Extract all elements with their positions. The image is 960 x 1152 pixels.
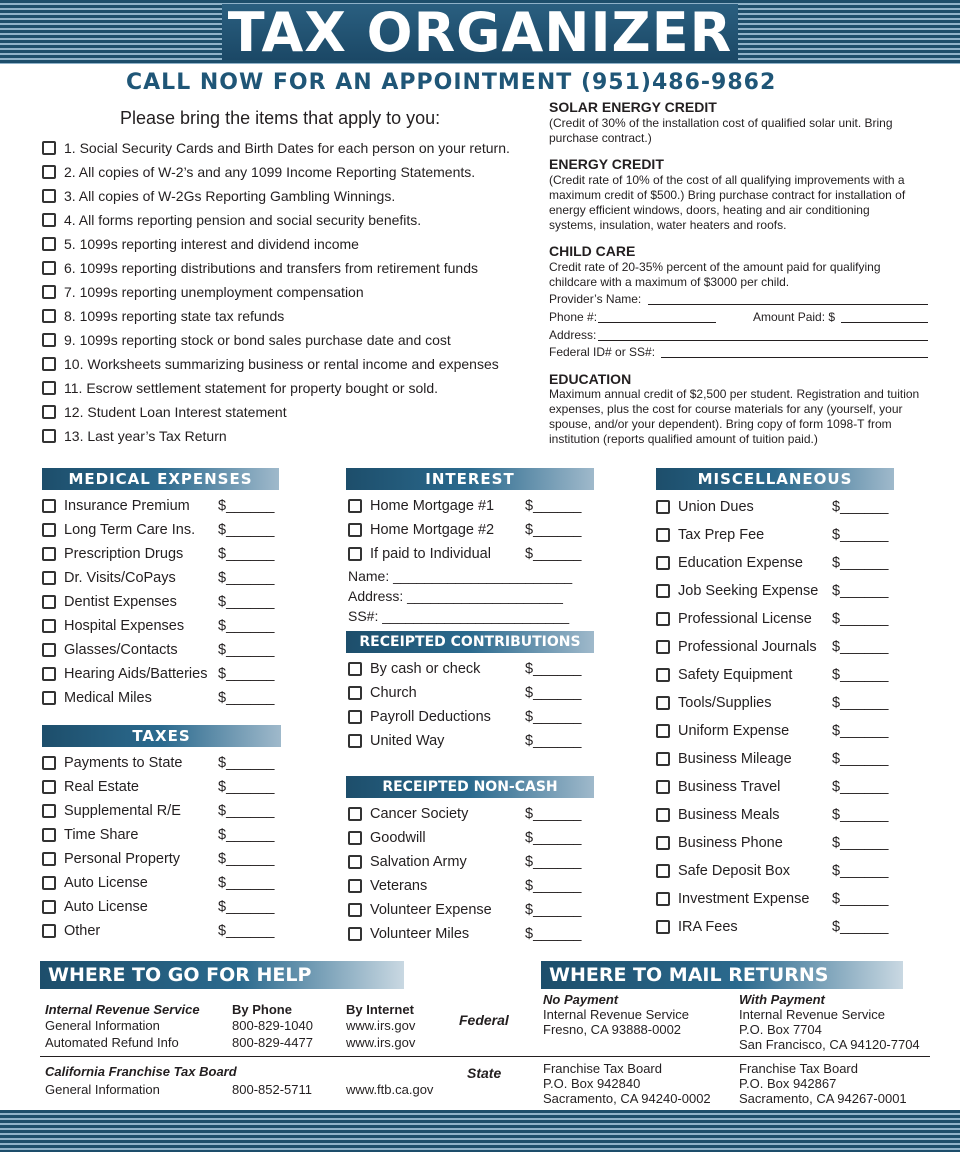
amount-field[interactable]: $______ — [218, 899, 275, 915]
interest-item-label: Home Mortgage #2 — [370, 522, 495, 538]
noncash-item[interactable] — [348, 854, 585, 870]
checkbox[interactable] — [42, 333, 56, 347]
checkbox[interactable] — [42, 876, 56, 890]
by-phone-heading: By Phone — [232, 1002, 292, 1017]
amount-field[interactable]: $______ — [525, 830, 582, 846]
noncash-item[interactable] — [348, 830, 585, 846]
fed-wp-line-3: San Francisco, CA 94120-7704 — [739, 1037, 920, 1052]
amount-field[interactable]: $______ — [832, 499, 889, 515]
no-payment-heading: No Payment — [543, 992, 619, 1007]
amount-field[interactable]: $______ — [218, 522, 275, 538]
checkbox[interactable] — [656, 500, 670, 514]
amount-field[interactable]: $______ — [218, 779, 275, 795]
taxes-item-label: Payments to State — [64, 755, 183, 771]
phone-line[interactable] — [598, 322, 716, 323]
amount-field[interactable]: $______ — [525, 709, 582, 725]
bring-item-label: 6. 1099s reporting distributions and transfers from retirement funds — [64, 260, 478, 276]
misc-item-label: Education Expense — [678, 555, 803, 571]
checkbox[interactable] — [656, 556, 670, 570]
amount-field[interactable]: $______ — [832, 919, 889, 935]
fed-wp-line-2: P.O. Box 7704 — [739, 1022, 822, 1037]
energy-text-3: energy efficient windows, doors, heating and air conditioning — [549, 203, 870, 217]
taxes-item-label: Real Estate — [64, 779, 139, 795]
noncash-item-label: Salvation Army — [370, 854, 467, 870]
education-text-3: spouse, and/or your dependent). Bring copy of form 1098-T from — [549, 417, 892, 431]
taxes-title: TAXES — [42, 725, 281, 747]
checkbox[interactable] — [42, 429, 56, 443]
divider-line — [40, 1056, 930, 1057]
bring-item-label: 11. Escrow settlement statement for property bought or sold. — [64, 380, 439, 396]
amount-field[interactable]: $______ — [832, 527, 889, 543]
address-label: Address: — [549, 328, 597, 342]
misc-item[interactable] — [656, 611, 892, 627]
checkbox[interactable] — [656, 836, 670, 850]
taxes-item[interactable] — [42, 827, 278, 843]
medical-item[interactable] — [42, 498, 278, 514]
amount-field[interactable]: $______ — [218, 666, 275, 682]
medical-item-label: Dr. Visits/CoPays — [64, 570, 176, 586]
phone-label: Phone #: — [549, 310, 598, 324]
checkbox[interactable] — [42, 499, 56, 513]
amount-field[interactable]: $______ — [218, 827, 275, 843]
misc-item[interactable] — [656, 807, 892, 823]
medical-item-label: Dentist Expenses — [64, 594, 177, 610]
checkbox[interactable] — [348, 686, 362, 700]
contributions-title: RECEIPTED CONTRIBUTIONS — [346, 631, 594, 653]
contributions-item-label: Church — [370, 685, 417, 701]
bring-item[interactable] — [42, 356, 499, 372]
bring-item-label: 3. All copies of W-2Gs Reporting Gambling Winnings. — [64, 188, 396, 204]
education-title: EDUCATION — [549, 371, 632, 387]
checkbox[interactable] — [42, 357, 56, 371]
checkbox[interactable] — [42, 237, 56, 251]
amount-field[interactable]: $______ — [832, 583, 889, 599]
medical-item[interactable] — [42, 642, 278, 658]
bring-item-label: 7. 1099s reporting unemployment compensation — [64, 284, 364, 300]
education-text-4: institution (reports qualified amount of tuition paid.) — [549, 432, 818, 446]
medical-item-label: Prescription Drugs — [64, 546, 184, 562]
contributions-item-label: By cash or check — [370, 661, 481, 677]
bring-item-label: 13. Last year’s Tax Return — [64, 428, 227, 444]
misc-item[interactable] — [656, 891, 892, 907]
amount-field[interactable]: $______ — [832, 639, 889, 655]
noncash-item[interactable] — [348, 806, 585, 822]
amount-field[interactable]: $______ — [525, 546, 582, 562]
medical-item[interactable] — [42, 570, 278, 586]
checkbox[interactable] — [42, 165, 56, 179]
energy-title: ENERGY CREDIT — [549, 156, 664, 172]
bring-item-label: 12. Student Loan Interest statement — [64, 404, 287, 420]
checkbox[interactable] — [656, 808, 670, 822]
checkbox[interactable] — [656, 864, 670, 878]
amount-field[interactable]: $______ — [218, 755, 275, 771]
child-text-2: childcare with a maximum of $3000 per child. — [549, 275, 790, 289]
misc-item-label: Uniform Expense — [678, 723, 790, 739]
ca-board-name: California Franchise Tax Board — [45, 1064, 237, 1079]
misc-item[interactable] — [656, 499, 892, 515]
with-payment-heading: With Payment — [739, 992, 825, 1007]
checkbox[interactable] — [348, 807, 362, 821]
amount-field[interactable]: $______ — [832, 555, 889, 571]
misc-item-label: Safety Equipment — [678, 667, 793, 683]
taxes-item-label: Auto License — [64, 899, 148, 915]
checkbox[interactable] — [42, 405, 56, 419]
checkbox[interactable] — [42, 804, 56, 818]
state-label: State — [467, 1065, 502, 1081]
education-text-2: expenses, plus the cost for course materials for any (yourself, your — [549, 402, 903, 416]
interest-item-label: Home Mortgage #1 — [370, 498, 495, 514]
amount-field[interactable]: $______ — [525, 685, 582, 701]
amount-field[interactable]: $______ — [218, 594, 275, 610]
ca-general-info: General Information — [45, 1082, 160, 1097]
amount-field[interactable]: $______ — [218, 851, 275, 867]
checkbox[interactable] — [656, 640, 670, 654]
checkbox[interactable] — [348, 523, 362, 537]
amount-field[interactable]: $______ — [525, 522, 582, 538]
checkbox[interactable] — [656, 528, 670, 542]
checkbox[interactable] — [42, 213, 56, 227]
checkbox[interactable] — [656, 780, 670, 794]
contributions-item[interactable] — [348, 685, 585, 701]
medical-item[interactable] — [42, 666, 278, 682]
medical-item[interactable] — [42, 594, 278, 610]
checkbox[interactable] — [42, 523, 56, 537]
st-np-line-2: P.O. Box 942840 — [543, 1076, 641, 1091]
bring-item-label: 2. All copies of W-2’s and any 1099 Income Reporting Statements. — [64, 164, 476, 180]
checkbox[interactable] — [348, 662, 362, 676]
misc-item-label: Union Dues — [678, 499, 754, 515]
interest-item[interactable] — [348, 498, 585, 514]
amount-field[interactable]: $______ — [218, 923, 275, 939]
irs-web-2[interactable]: www.irs.gov — [346, 1035, 416, 1050]
misc-item-label: Investment Expense — [678, 891, 810, 907]
medical-item-label: Glasses/Contacts — [64, 642, 178, 658]
amount-field[interactable]: $______ — [832, 667, 889, 683]
call-text: CALL NOW FOR AN APPOINTMENT — [126, 70, 573, 95]
ca-phone[interactable]: 800-852-5711 — [232, 1082, 312, 1097]
taxes-item[interactable] — [42, 923, 278, 939]
interest-ss-field[interactable]: SS#: ________________________ — [348, 608, 570, 624]
federal-id-label: Federal ID# or SS#: — [549, 345, 656, 359]
noncash-item-label: Volunteer Expense — [370, 902, 492, 918]
checkbox[interactable] — [42, 261, 56, 275]
amount-field[interactable]: $______ — [832, 723, 889, 739]
checkbox[interactable] — [656, 612, 670, 626]
education-text-1: Maximum annual credit of $2,500 per student. Registration and tuition — [549, 387, 920, 401]
phone-number[interactable]: (951)486-9862 — [580, 70, 777, 95]
bring-item[interactable] — [42, 308, 284, 324]
misc-item[interactable] — [656, 527, 892, 543]
misc-item[interactable] — [656, 835, 892, 851]
auto-refund-info: Automated Refund Info — [45, 1035, 179, 1050]
amount-field[interactable]: $______ — [218, 570, 275, 586]
checkbox[interactable] — [42, 643, 56, 657]
taxes-item[interactable] — [42, 875, 278, 891]
taxes-item-label: Personal Property — [64, 851, 181, 867]
bring-item[interactable] — [42, 404, 287, 420]
misc-item[interactable] — [656, 779, 892, 795]
bring-item-label: 1. Social Security Cards and Birth Dates for each person on your return. — [64, 140, 510, 156]
misc-item[interactable] — [656, 667, 892, 683]
noncash-item-label: Goodwill — [370, 830, 426, 846]
amount-field[interactable]: $______ — [218, 498, 275, 514]
medical-item[interactable] — [42, 522, 278, 538]
solar-text-1: (Credit of 30% of the installation cost of qualified solar unit. Bring — [549, 116, 893, 130]
irs-name: Internal Revenue Service — [45, 1002, 200, 1017]
amount-field[interactable]: $______ — [525, 878, 582, 894]
checkbox[interactable] — [42, 667, 56, 681]
bring-item[interactable] — [42, 428, 227, 444]
checkbox[interactable] — [656, 584, 670, 598]
address-line[interactable] — [598, 340, 928, 341]
medical-item-label: Hospital Expenses — [64, 618, 185, 634]
noncash-item[interactable] — [348, 878, 585, 894]
checkbox[interactable] — [348, 710, 362, 724]
amount-field[interactable]: $______ — [218, 875, 275, 891]
amount-field[interactable]: $______ — [525, 806, 582, 822]
misc-item-label: Professional Journals — [678, 639, 817, 655]
checkbox[interactable] — [42, 619, 56, 633]
amount-field[interactable]: $______ — [525, 854, 582, 870]
contributions-item-label: Payroll Deductions — [370, 709, 491, 725]
misc-item-label: Safe Deposit Box — [678, 863, 791, 879]
st-wp-line-2: P.O. Box 942867 — [739, 1076, 837, 1091]
checkbox[interactable] — [42, 852, 56, 866]
contributions-item[interactable] — [348, 709, 585, 725]
misc-item-label: Business Phone — [678, 835, 783, 851]
taxes-item-label: Auto License — [64, 875, 148, 891]
amount-field[interactable]: $______ — [218, 618, 275, 634]
amount-paid-label: Amount Paid: $ — [753, 310, 836, 324]
bring-item[interactable] — [42, 164, 475, 180]
amount-field[interactable]: $______ — [525, 926, 582, 942]
solar-title: SOLAR ENERGY CREDIT — [549, 99, 717, 115]
child-text-1: Credit rate of 20-35% percent of the amount paid for qualifying — [549, 260, 881, 274]
misc-item-label: Professional License — [678, 611, 812, 627]
misc-title: MISCELLANEOUS — [656, 468, 894, 490]
taxes-item[interactable] — [42, 755, 278, 771]
checkbox[interactable] — [348, 855, 362, 869]
medical-title: MEDICAL EXPENSES — [42, 468, 279, 490]
amount-field[interactable]: $______ — [525, 902, 582, 918]
provider-line[interactable] — [648, 304, 928, 305]
noncash-item[interactable] — [348, 902, 585, 918]
checkbox[interactable] — [656, 920, 670, 934]
bring-item[interactable] — [42, 380, 438, 396]
federal-label: Federal — [459, 1012, 509, 1028]
checkbox[interactable] — [348, 879, 362, 893]
bring-item[interactable] — [42, 260, 478, 276]
taxes-item[interactable] — [42, 851, 278, 867]
bring-item-label: 8. 1099s reporting state tax refunds — [64, 308, 285, 324]
checkbox[interactable] — [42, 691, 56, 705]
misc-item-label: IRA Fees — [678, 919, 738, 935]
checkbox[interactable] — [656, 668, 670, 682]
checkbox[interactable] — [656, 724, 670, 738]
bring-heading: Please bring the items that apply to you: — [120, 108, 441, 128]
misc-item[interactable] — [656, 639, 892, 655]
medical-item[interactable] — [42, 618, 278, 634]
amount-field[interactable]: $______ — [218, 803, 275, 819]
amount-field[interactable]: $______ — [832, 779, 889, 795]
checkbox[interactable] — [42, 571, 56, 585]
misc-item[interactable] — [656, 583, 892, 599]
bring-item[interactable] — [42, 140, 510, 156]
bring-item-label: 4. All forms reporting pension and social security benefits. — [64, 212, 422, 228]
noncash-item-label: Veterans — [370, 878, 428, 894]
bring-item[interactable] — [42, 284, 364, 300]
irs-phone-2[interactable]: 800-829-4477 — [232, 1035, 313, 1050]
page-title: TAX ORGANIZER — [227, 1, 733, 64]
medical-item-label: Hearing Aids/Batteries — [64, 666, 208, 682]
amount-paid-line[interactable] — [841, 322, 928, 323]
misc-item[interactable] — [656, 695, 892, 711]
contributions-item-label: United Way — [370, 733, 445, 749]
noncash-item[interactable] — [348, 926, 585, 942]
interest-name-field[interactable]: Name: _______________________ — [348, 568, 573, 584]
medical-item[interactable] — [42, 690, 278, 706]
misc-item[interactable] — [656, 919, 892, 935]
taxes-item[interactable] — [42, 899, 278, 915]
ca-web[interactable]: www.ftb.ca.gov — [346, 1082, 434, 1097]
amount-field[interactable]: $______ — [218, 642, 275, 658]
bring-item-label: 10. Worksheets summarizing business or rental income and expenses — [64, 356, 499, 372]
checkbox[interactable] — [656, 696, 670, 710]
noncash-title: RECEIPTED NON-CASH — [346, 776, 594, 798]
checkbox[interactable] — [348, 734, 362, 748]
medical-item-label: Medical Miles — [64, 690, 152, 706]
provider-label: Provider’s Name: — [549, 292, 642, 306]
bring-item-label: 9. 1099s reporting stock or bond sales purchase date and cost — [64, 332, 451, 348]
checkbox[interactable] — [42, 900, 56, 914]
misc-item[interactable] — [656, 751, 892, 767]
child-title: CHILD CARE — [549, 243, 636, 259]
amount-field[interactable]: $______ — [832, 891, 889, 907]
energy-text-2: maximum credit of $500.) Bring purchase contract for installation of — [549, 188, 906, 202]
interest-title: INTEREST — [346, 468, 594, 490]
checkbox[interactable] — [348, 903, 362, 917]
checkbox[interactable] — [348, 831, 362, 845]
amount-field[interactable]: $______ — [218, 690, 275, 706]
irs-phone-1[interactable]: 800-829-1040 — [232, 1018, 313, 1033]
interest-address-field[interactable]: Address: ____________________ — [348, 588, 563, 604]
checkbox[interactable] — [42, 189, 56, 203]
fed-np-line-1: Internal Revenue Service — [543, 1007, 689, 1022]
irs-web-1[interactable]: www.irs.gov — [346, 1018, 416, 1033]
checkbox[interactable] — [42, 547, 56, 561]
checkbox[interactable] — [42, 924, 56, 938]
energy-text-4: systems, insulation, water heaters and roofs. — [549, 218, 787, 232]
amount-field[interactable]: $______ — [832, 807, 889, 823]
amount-field[interactable]: $______ — [525, 498, 582, 514]
misc-item-label: Business Mileage — [678, 751, 792, 767]
taxes-item-label: Time Share — [64, 827, 139, 843]
st-np-line-1: Franchise Tax Board — [543, 1061, 662, 1076]
checkbox[interactable] — [42, 780, 56, 794]
amount-field[interactable]: $______ — [218, 546, 275, 562]
amount-field[interactable]: $______ — [525, 661, 582, 677]
misc-item-label: Tools/Supplies — [678, 695, 772, 711]
checkbox[interactable] — [42, 756, 56, 770]
checkbox[interactable] — [42, 285, 56, 299]
checkbox[interactable] — [42, 381, 56, 395]
checkbox[interactable] — [42, 595, 56, 609]
amount-field[interactable]: $______ — [832, 695, 889, 711]
bring-item[interactable] — [42, 212, 421, 228]
checkbox[interactable] — [42, 309, 56, 323]
misc-item-label: Tax Prep Fee — [678, 527, 765, 543]
checkbox[interactable] — [348, 547, 362, 561]
misc-item-label: Job Seeking Expense — [678, 583, 819, 599]
checkbox[interactable] — [42, 141, 56, 155]
misc-item[interactable] — [656, 723, 892, 739]
taxes-item[interactable] — [42, 803, 278, 819]
irs-general-info: General Information — [45, 1018, 160, 1033]
solar-text-2: purchase contract.) — [549, 131, 652, 145]
medical-item-label: Long Term Care Ins. — [64, 522, 196, 538]
help-title: WHERE TO GO FOR HELP — [40, 961, 404, 989]
amount-field[interactable]: $______ — [832, 751, 889, 767]
noncash-item-label: Volunteer Miles — [370, 926, 470, 942]
energy-text-1: (Credit rate of 10% of the cost of all qualifying improvements with a — [549, 173, 905, 187]
checkbox[interactable] — [348, 499, 362, 513]
call-line — [126, 70, 826, 95]
federal-id-line[interactable] — [661, 357, 928, 358]
medical-item-label: Insurance Premium — [64, 498, 190, 514]
bring-item[interactable] — [42, 188, 395, 204]
taxes-item-label: Supplemental R/E — [64, 803, 181, 819]
fed-wp-line-1: Internal Revenue Service — [739, 1007, 885, 1022]
noncash-item-label: Cancer Society — [370, 806, 469, 822]
by-internet-heading: By Internet — [346, 1002, 414, 1017]
amount-field[interactable]: $______ — [525, 733, 582, 749]
mail-title: WHERE TO MAIL RETURNS — [541, 961, 903, 989]
amount-field[interactable]: $______ — [832, 863, 889, 879]
misc-item[interactable] — [656, 863, 892, 879]
misc-item[interactable] — [656, 555, 892, 571]
misc-item-label: Business Meals — [678, 807, 780, 823]
taxes-item[interactable] — [42, 779, 278, 795]
fed-np-line-2: Fresno, CA 93888-0002 — [543, 1022, 682, 1037]
checkbox[interactable] — [42, 828, 56, 842]
bring-item[interactable] — [42, 332, 451, 348]
st-np-line-3: Sacramento, CA 94240-0002 — [543, 1091, 711, 1106]
amount-field[interactable]: $______ — [832, 835, 889, 851]
contributions-item[interactable] — [348, 733, 585, 749]
misc-item-label: Business Travel — [678, 779, 781, 795]
interest-item[interactable] — [348, 546, 585, 562]
checkbox[interactable] — [656, 752, 670, 766]
st-wp-line-1: Franchise Tax Board — [739, 1061, 858, 1076]
checkbox[interactable] — [656, 892, 670, 906]
contributions-item[interactable] — [348, 661, 585, 677]
st-wp-line-3: Sacramento, CA 94267-0001 — [739, 1091, 907, 1106]
bring-item[interactable] — [42, 236, 359, 252]
taxes-item-label: Other — [64, 923, 101, 939]
checkbox[interactable] — [348, 927, 362, 941]
footer-stripes — [0, 1110, 960, 1152]
bring-item-label: 5. 1099s reporting interest and dividend income — [64, 236, 359, 252]
amount-field[interactable]: $______ — [832, 611, 889, 627]
interest-item-label: If paid to Individual — [370, 546, 491, 562]
medical-item[interactable] — [42, 546, 278, 562]
interest-item[interactable] — [348, 522, 585, 538]
